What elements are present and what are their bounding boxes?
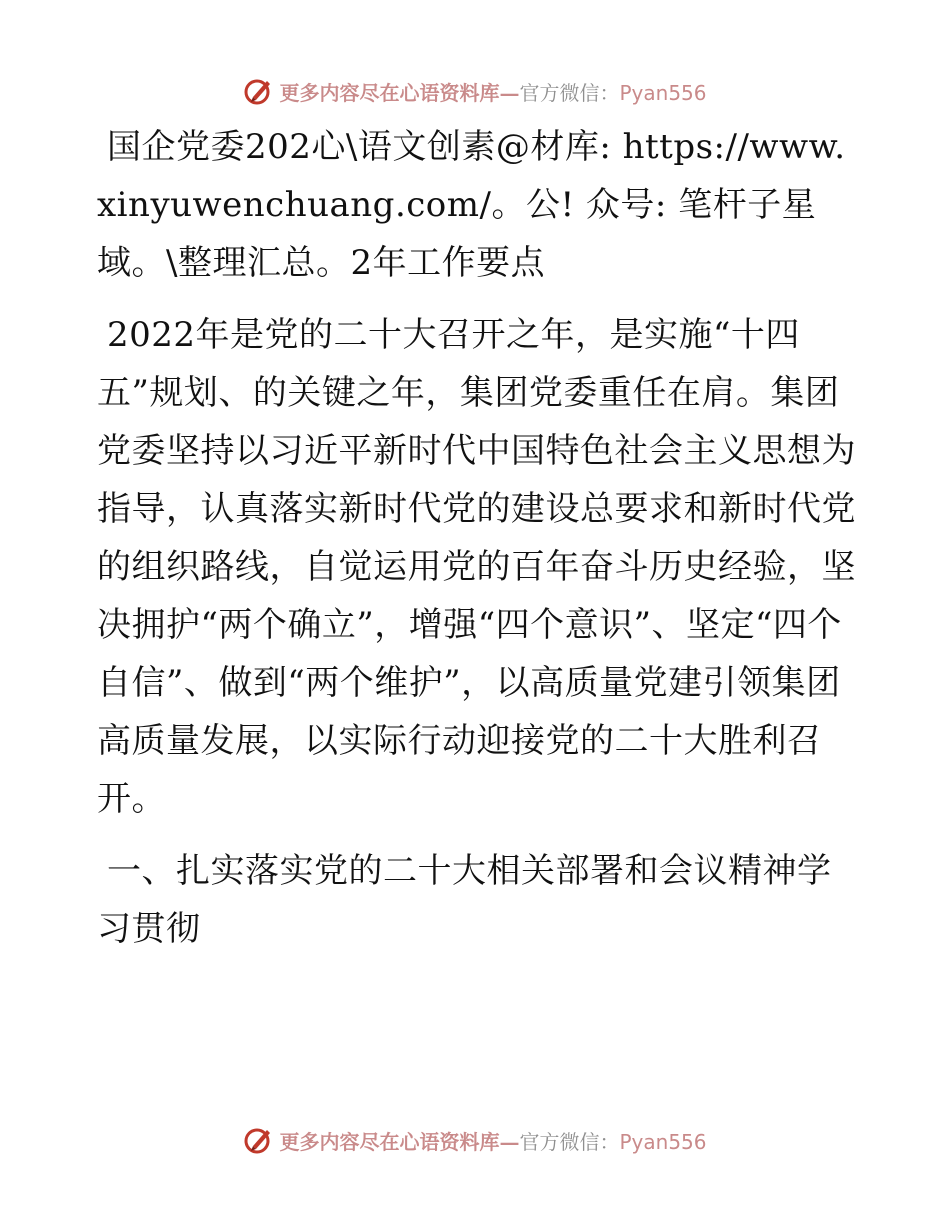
header-banner	[0, 71, 950, 111]
banner-wechat-id: Pyan556	[619, 80, 707, 105]
banner-wechat-label: 官方微信：	[519, 80, 620, 105]
banner-wechat-id: Pyan556	[619, 1129, 707, 1154]
banner-text	[279, 77, 706, 106]
pen-logo-icon	[243, 1124, 275, 1156]
banner-wechat-label: 官方微信：	[519, 1129, 620, 1154]
banner-text	[279, 1126, 706, 1155]
pen-logo-icon	[243, 75, 275, 107]
banner-dash: —	[499, 1129, 520, 1154]
document-body	[97, 118, 857, 972]
banner-site-name: 更多内容尽在心语资料库	[279, 80, 500, 105]
banner-dash: —	[499, 80, 520, 105]
document-title-paragraph: 国企党委202心\语文创素@材库: https://www.xinyuwenchuang.com/。公! 众号: 笔杆子星域。\整理汇总。2年工作要点	[97, 127, 846, 283]
section-heading: 一、扎实落实党的二十大相关部署和会议精神学习贯彻	[97, 851, 832, 949]
body-paragraph: 2022年是党的二十大召开之年，是实施“十四五”规划、的关键之年，集团党委重任在肩。集团党委坚持以习近平新时代中国特色社会主义思想为指导，认真落实新时代党的建设总要求和新时代党的组织路线，自觉运用党的百年奋斗历史经验，坚决拥护“两个确立”，增强“四个意识”、坚定“四个自信”、做到“两个维护”，以高质量党建引领集团高质量发展，以实际行动迎接党的二十大胜利召开。	[97, 315, 856, 819]
footer-banner	[0, 1120, 950, 1160]
banner-site-name: 更多内容尽在心语资料库	[279, 1129, 500, 1154]
